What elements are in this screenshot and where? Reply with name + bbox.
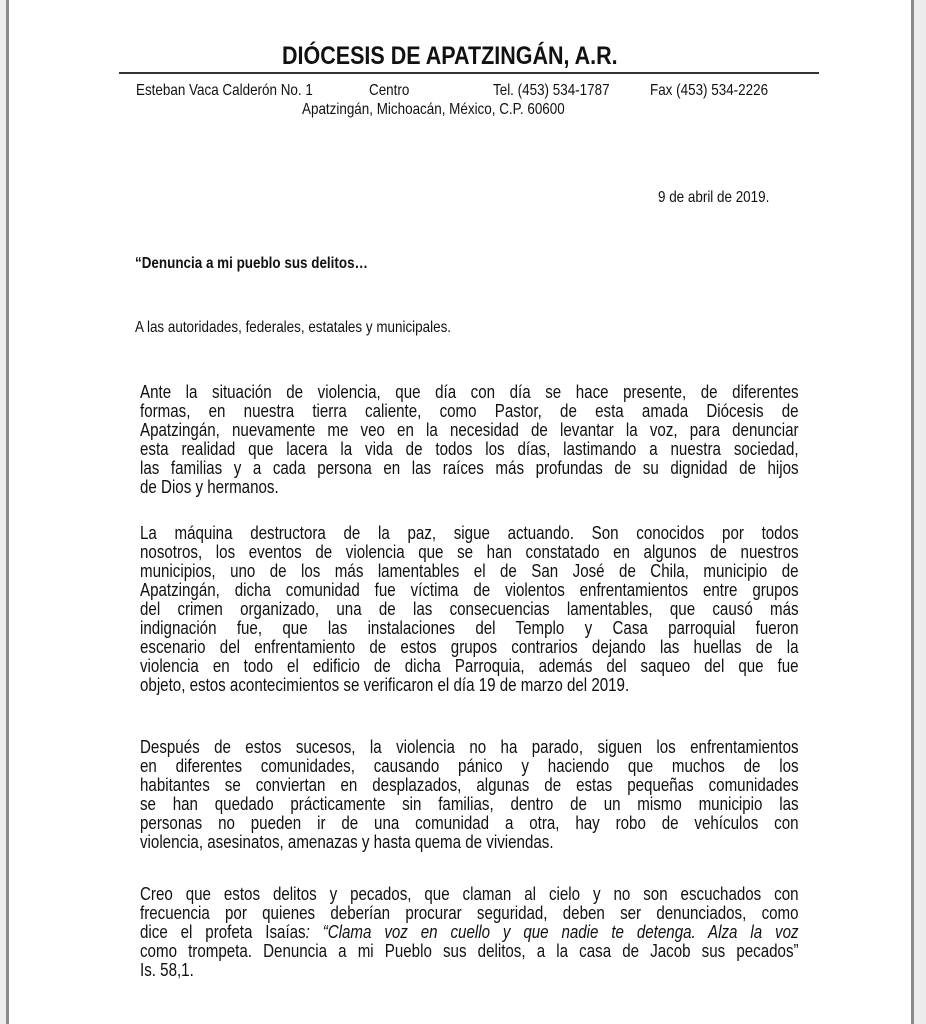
paragraph-line: nosotros, los eventos de violencia que se han constatado en algunos de nuestros <box>140 542 799 562</box>
address-street: Esteban Vaca Calderón No. 1 <box>136 82 313 99</box>
paragraph-line: La máquina destructora de la paz, sigue actuando. Son conocidos por todos <box>140 523 799 543</box>
paragraph-line: municipios, uno de los más lamentables el de San José de Chila, municipio de <box>140 561 799 581</box>
document-page <box>6 0 914 1024</box>
paragraph-line: escenario del enfrentamiento de estos grupos contrarios dejando las huellas de la <box>140 637 799 657</box>
fax-number: Fax (453) 534-2226 <box>650 82 769 99</box>
paragraph-line: Apatzingán, dicha comunidad fue víctima de violentos enfrentamientos entre grupos <box>140 580 799 600</box>
address-district: Centro <box>369 82 410 99</box>
phone-number: Tel. (453) 534-1787 <box>493 82 610 99</box>
paragraph-line: personas no pueden ir de una comunidad a otra, hay robo de vehículos con <box>140 813 799 833</box>
paragraph-line: en diferentes comunidades, causando pánico y haciendo que muchos de los <box>140 756 799 776</box>
letterhead-title: DIÓCESIS DE APATZINGÁN, A.R. <box>282 42 618 70</box>
paragraph-line: se han quedado prácticamente sin familias, dentro de un mismo municipio las <box>140 794 799 814</box>
paragraph-line: Ante la situación de violencia, que día con día se hace presente, de diferentes <box>140 382 799 402</box>
scripture-quote-line: como trompeta. Denuncia a mi Pueblo sus delitos, a la casa de Jacob sus pecados” <box>140 941 799 961</box>
paragraph-line: violencia en todo el edificio de dicha Parroquia, además del saqueo del que fue <box>140 656 799 676</box>
paragraph-line: habitantes se conviertan en desplazados, algunas de estas pequeñas comunidades <box>140 775 799 795</box>
paragraph-line: Después de estos sucesos, la violencia no ha parado, siguen los enfrentamientos <box>140 737 799 757</box>
letter-date: 9 de abril de 2019. <box>658 189 770 206</box>
paragraph-line: indignación fue, que las instalaciones del Templo y Casa parroquial fueron <box>140 618 799 638</box>
paragraph-line: del crimen organizado, una de las consecuencias lamentables, que causó más <box>140 599 799 619</box>
address-city: Apatzingán, Michoacán, México, C.P. 60600 <box>302 101 565 118</box>
paragraph-text: dice el profeta Isaías <box>140 922 306 942</box>
paragraph-line: frecuencia por quienes deberían procurar seguridad, deben ser denunciados, como <box>140 903 799 923</box>
paragraph-line: Creo que estos delitos y pecados, que claman al cielo y no son escuchados con <box>140 884 799 904</box>
paragraph-line: de Dios y hermanos. <box>140 477 279 497</box>
letter-greeting: A las autoridades, federales, estatales y municipales. <box>135 319 452 336</box>
paragraph-line: Apatzingán, nuevamente me veo en la necesidad de levantar la voz, para denunciar <box>140 420 799 440</box>
paragraph-line: formas, en nuestra tierra caliente, como Pastor, de esta amada Diócesis de <box>140 401 799 421</box>
letterhead-rule <box>119 72 819 74</box>
paragraph-line-with-quote <box>140 923 799 942</box>
scripture-citation: Is. 58,1. <box>140 960 194 980</box>
scripture-quote: : “Clama voz en cuello y que nadie te detenga. Alza la voz <box>305 922 799 942</box>
paragraph-line: objeto, estos acontecimientos se verificaron el día 19 de marzo del 2019. <box>140 675 630 695</box>
paragraph-line: violencia, asesinatos, amenazas y hasta quema de viviendas. <box>140 832 554 852</box>
paragraph-line: las familias y a cada persona en las raíces más profundas de su dignidad de hijos <box>140 458 799 478</box>
paragraph-line: esta realidad que lacera la vida de todos los días, lastimando a nuestra sociedad, <box>140 439 799 459</box>
letter-subject: “Denuncia a mi pueblo sus delitos… <box>135 255 369 272</box>
